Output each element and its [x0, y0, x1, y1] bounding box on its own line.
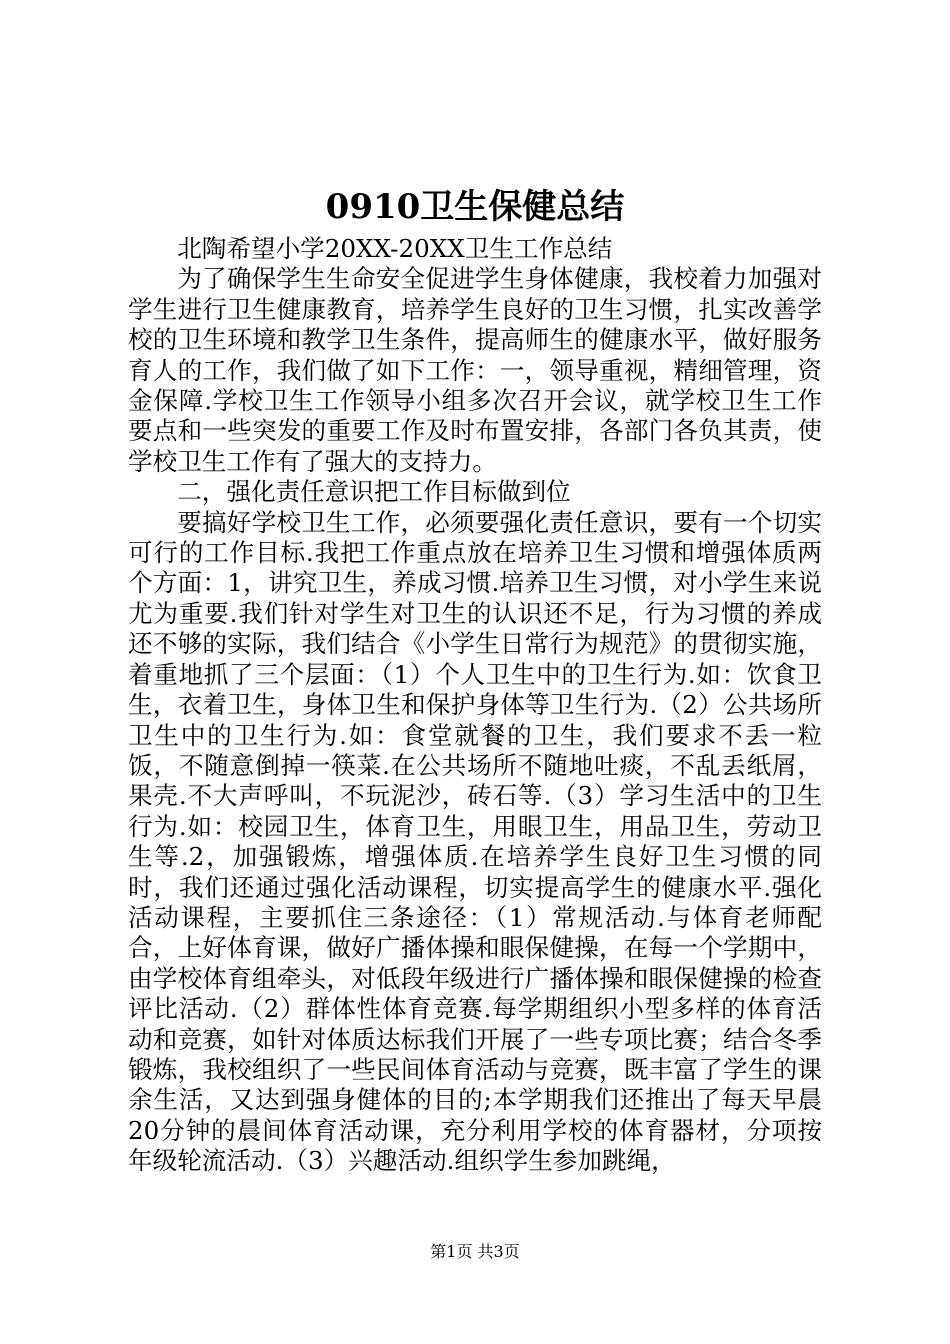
subtitle-paragraph: 北陶希望小学20XX-20XX卫生工作总结: [177, 234, 613, 263]
document-body: [128, 234, 822, 1177]
body-paragraph: 要搞好学校卫生工作，必须要强化责任意识，要有一个切实可行的工作目标.我把工作重点放在培养卫生习惯和增强体质两个方面：1，讲究卫生，养成习惯.培养卫生习惯，对小学生来说尤为重要.我们针对学生对卫生的认识还不足，行为习惯的养成还不够的实际，我们结合《小学生日常行为规范》的贯彻实施，着重地抓了三个层面：（1）个人卫生中的卫生行为.如：饮食卫生，衣着卫生，身体卫生和保护身体等卫生行为.（2）公共场所卫生中的卫生行为.如：食堂就餐的卫生，我们要求不丢一粒饭，不随意倒掉一筷菜.在公共场所不随地吐痰，不乱丢纸屑，果壳.不大声呼叫，不玩泥沙，砖石等.（3）学习生活中的卫生行为.如：校园卫生，体育卫生，用眼卫生，用品卫生，劳动卫生等.2，加强锻炼，增强体质.在培养学生良好卫生习惯的同时，我们还通过强化活动课程，切实提高学生的健康水平.强化活动课程，主要抓住三条途径：（1）常规活动.与体育老师配合，上好体育课，做好广播体操和眼保健操，在每一个学期中，由学校体育组牵头，对低段年级进行广播体操和眼保健操的检查评比活动.（2）群体性体育竞赛.每学期组织小型多样的体育活动和竞赛，如针对体质达标我们开展了一些专项比赛；结合冬季锻炼，我校组织了一些民间体育活动与竞赛，既丰富了学生的课余生活，又达到强身健体的目的;本学期我们还推出了每天早晨20分钟的晨间体育活动课，充分利用学校的体育器材，分项按年级轮流活动.（3）兴趣活动.组织学生参加跳绳，: [128, 507, 822, 1176]
document-title: 0910卫生保健总结: [325, 187, 625, 227]
section-heading-paragraph: 二，强化责任意识把工作目标做到位: [177, 477, 571, 507]
page-footer: 第1页 共3页: [430, 1242, 520, 1261]
body-paragraph: 为了确保学生生命安全促进学生身体健康，我校着力加强对学生进行卫生健康教育，培养学生良好的卫生习惯，扎实改善学校的卫生环境和教学卫生条件，提高师生的健康水平，做好服务育人的工作，我们做了如下工作：一，领导重视，精细管理，资金保障.学校卫生工作领导小组多次召开会议，就学校卫生工作要点和一些突发的重要工作及时布置安排，各部门各负其责，使学校卫生工作有了强大的支持力。: [128, 264, 822, 476]
